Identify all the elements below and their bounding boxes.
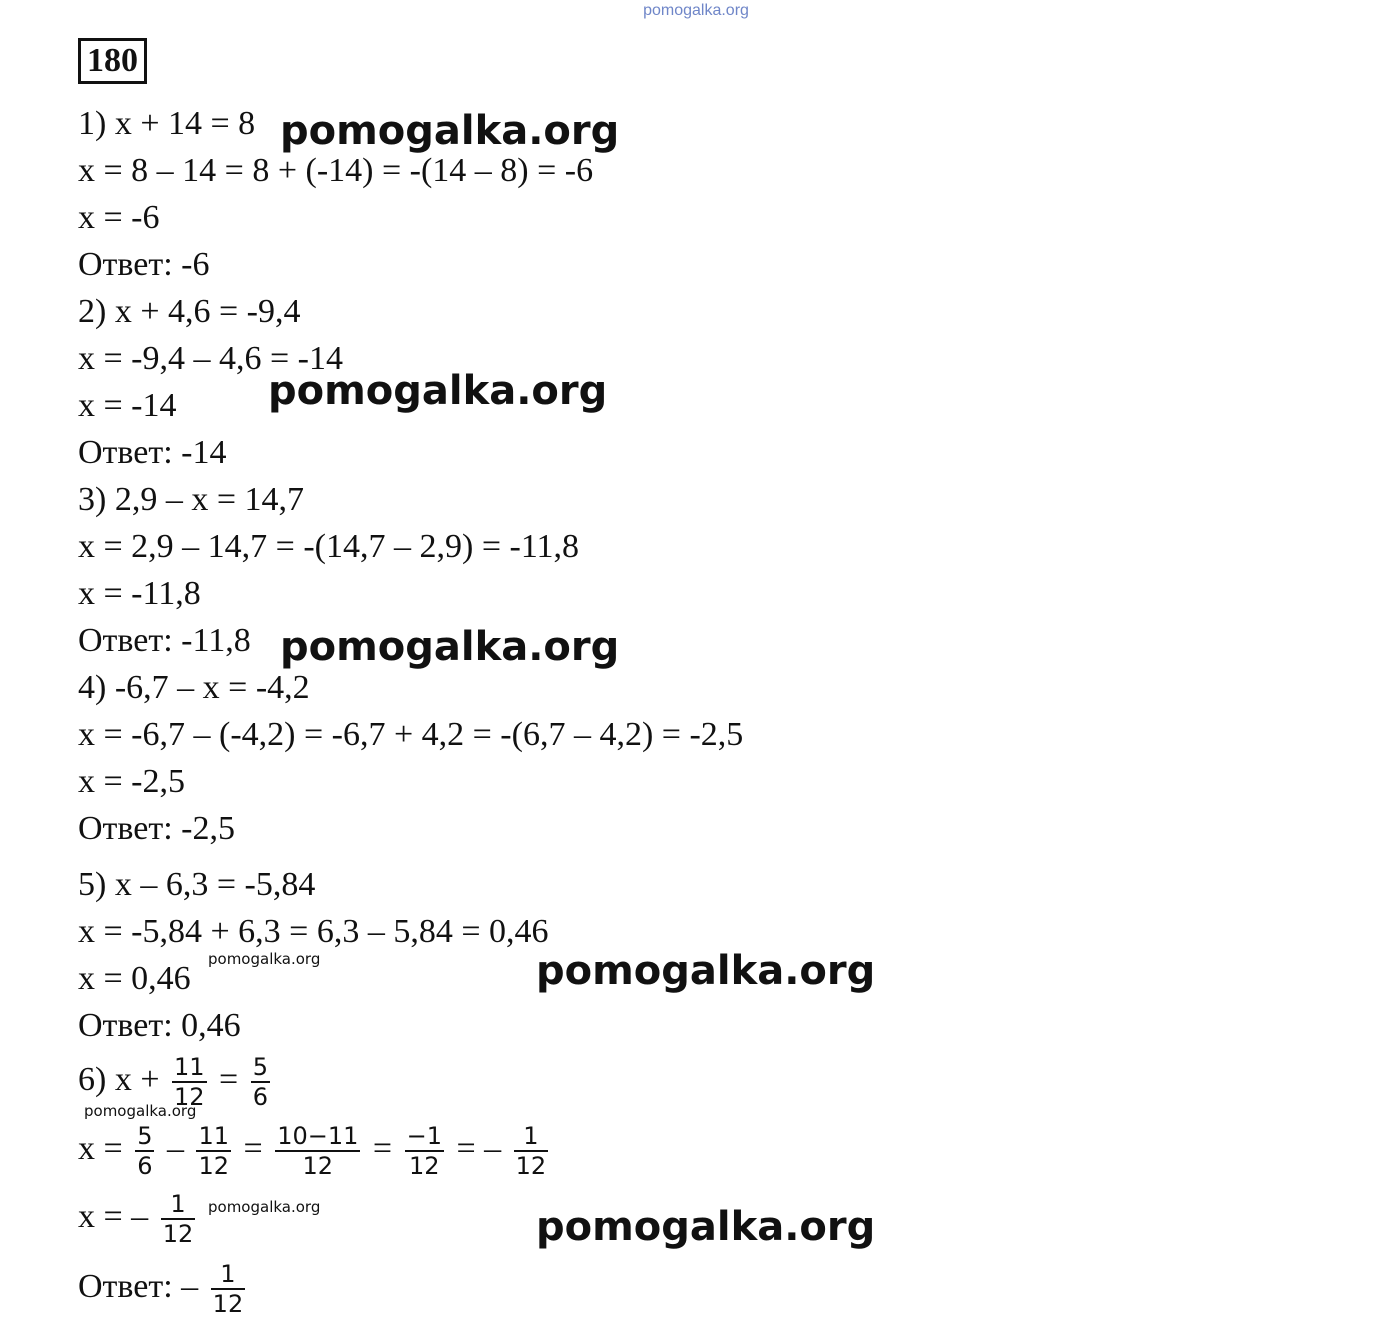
task6-answer [78, 1260, 249, 1318]
denominator: 12 [198, 1152, 230, 1180]
watermark-small: pomogalka.org [208, 950, 321, 968]
equals-minus-sign: = – [456, 1129, 502, 1167]
denominator: 12 [174, 1083, 205, 1111]
task6-result-prefix: x = – [78, 1197, 149, 1235]
answer-line: Ответ: 0,46 [78, 1007, 241, 1044]
denominator: 12 [302, 1152, 334, 1180]
fraction [161, 1190, 196, 1248]
fraction [405, 1122, 444, 1180]
denominator: 6 [137, 1152, 153, 1180]
numerator: 11 [174, 1053, 205, 1081]
solution-line: x = 8 – 14 = 8 + (-14) = -(14 – 8) = -6 [78, 152, 594, 189]
watermark-small: pomogalka.org [208, 1198, 321, 1216]
fraction [211, 1260, 246, 1318]
solution-line: x = -11,8 [78, 575, 201, 612]
solution-line: x = -6 [78, 199, 160, 236]
solution-line: x = -6,7 – (-4,2) = -6,7 + 4,2 = -(6,7 – 4,2) = -2,5 [78, 716, 744, 753]
top-watermark: pomogalka.org [643, 2, 749, 19]
watermark: pomogalka.org [268, 368, 608, 414]
fraction [514, 1122, 549, 1180]
solution-line: 4) -6,7 – x = -4,2 [78, 669, 310, 706]
fraction [196, 1122, 231, 1180]
solution-line: 5) x – 6,3 = -5,84 [78, 866, 316, 903]
denominator: 12 [162, 1220, 194, 1248]
minus-sign: – [166, 1129, 184, 1167]
answer-line: Ответ: -11,8 [78, 622, 251, 659]
solution-line: 3) 2,9 – x = 14,7 [78, 481, 304, 518]
numerator: −1 [406, 1122, 442, 1150]
watermark: pomogalka.org [536, 1204, 876, 1250]
numerator: 1 [211, 1260, 246, 1290]
task6-solution [78, 1122, 552, 1180]
solution-line: 1) x + 14 = 8 [78, 105, 256, 142]
watermark-small: pomogalka.org [84, 1102, 197, 1120]
task6-x-prefix: x = [78, 1129, 123, 1167]
answer-line: Ответ: -14 [78, 434, 227, 471]
numerator: 5 [252, 1053, 269, 1081]
solution-line: x = -5,84 + 6,3 = 6,3 – 5,84 = 0,46 [78, 913, 549, 950]
solution-line: x = -9,4 – 4,6 = -14 [78, 340, 343, 377]
equals-sign: = [219, 1060, 239, 1098]
numerator: 11 [198, 1122, 230, 1150]
solution-line: 2) x + 4,6 = -9,4 [78, 293, 301, 330]
answer-line: Ответ: -2,5 [78, 810, 235, 847]
solution-line: x = -2,5 [78, 763, 185, 800]
fraction [251, 1053, 270, 1111]
watermark: pomogalka.org [280, 624, 620, 670]
numerator: 10−11 [277, 1122, 359, 1150]
numerator: 5 [137, 1122, 153, 1150]
task6-answer-prefix: Ответ: – [78, 1267, 199, 1305]
fraction [275, 1122, 360, 1180]
watermark: pomogalka.org [536, 948, 876, 994]
denominator: 6 [252, 1083, 269, 1111]
task6-result [78, 1190, 199, 1248]
task6-prefix: 6) x + [78, 1060, 160, 1098]
exercise-number: 180 [78, 38, 147, 84]
denominator: 12 [212, 1290, 244, 1318]
solution-line: x = -14 [78, 387, 177, 424]
denominator: 12 [515, 1152, 547, 1180]
watermark: pomogalka.org [280, 108, 620, 154]
solution-line: x = 0,46 [78, 960, 191, 997]
numerator: 1 [161, 1190, 196, 1220]
solution-line: x = 2,9 – 14,7 = -(14,7 – 2,9) = -11,8 [78, 528, 580, 565]
fraction [135, 1122, 154, 1180]
equals-sign: = [243, 1129, 263, 1167]
equals-sign: = [372, 1129, 393, 1167]
denominator: 12 [409, 1152, 440, 1180]
numerator: 1 [514, 1122, 549, 1152]
answer-line: Ответ: -6 [78, 246, 210, 283]
